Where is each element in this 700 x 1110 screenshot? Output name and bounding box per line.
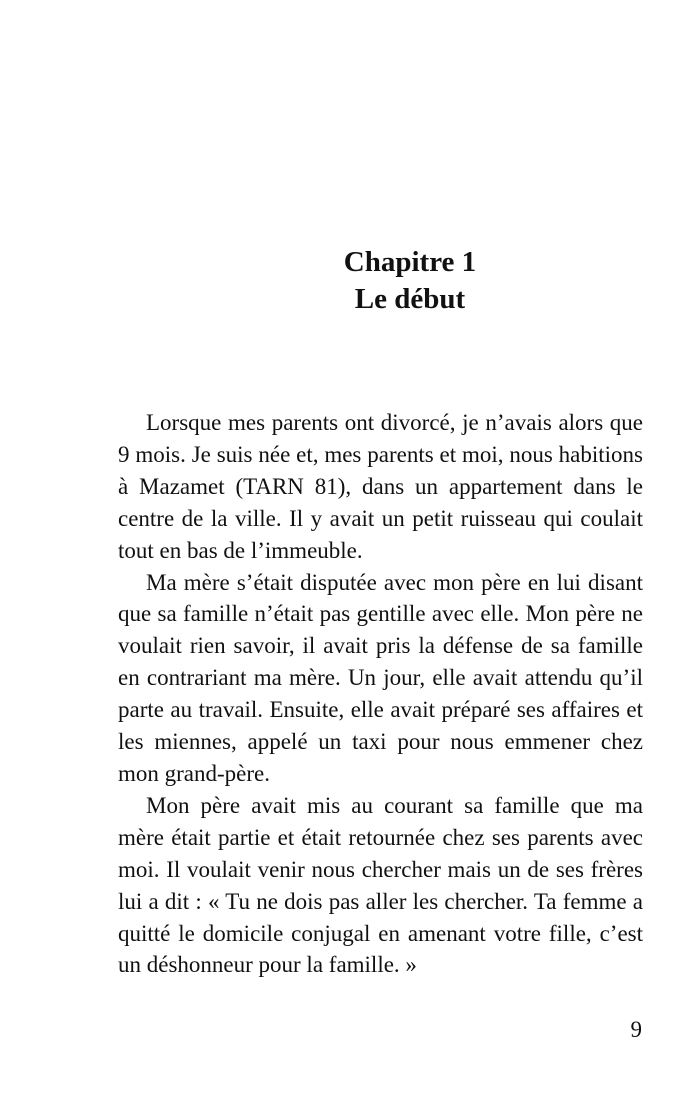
chapter-title: Le début xyxy=(354,283,466,315)
chapter-heading xyxy=(60,244,700,318)
paragraph: Mon père avait mis au courant sa famille que ma mère était partie et était retournée chez ses parents avec moi. Il voulait venir nous chercher mais un de ses frères lui a dit : « Tu ne dois pas aller les chercher. Ta femme a quitté le domicile conjugal en amenant votre fille, c’est un déshonneur pour la famille. » xyxy=(118,792,643,978)
chapter-body xyxy=(118,407,643,981)
paragraph: Ma mère s’était disputée avec mon père en lui disant que sa famille n’était pas gentille avec elle. Mon père ne voulait rien savoir, il avait pris la défense de sa famille en contrariant ma mère. Un jour, elle avait attendu qu’il parte au travail. Ensuite, elle avait préparé ses affaires et les miennes, appelé un taxi pour nous emmener chez mon grand-père. xyxy=(118,569,643,786)
page-number: 9 xyxy=(630,1017,642,1042)
chapter-number: Chapitre 1 xyxy=(343,246,477,278)
paragraph: Lorsque mes parents ont divorcé, je n’avais alors que 9 mois. Je suis née et, mes parents et moi, nous habitions à Mazamet (TARN 81), dans un appartement dans le centre de la ville. Il y avait un petit ruisseau qui coulait tout en bas de l’immeuble. xyxy=(118,410,643,563)
